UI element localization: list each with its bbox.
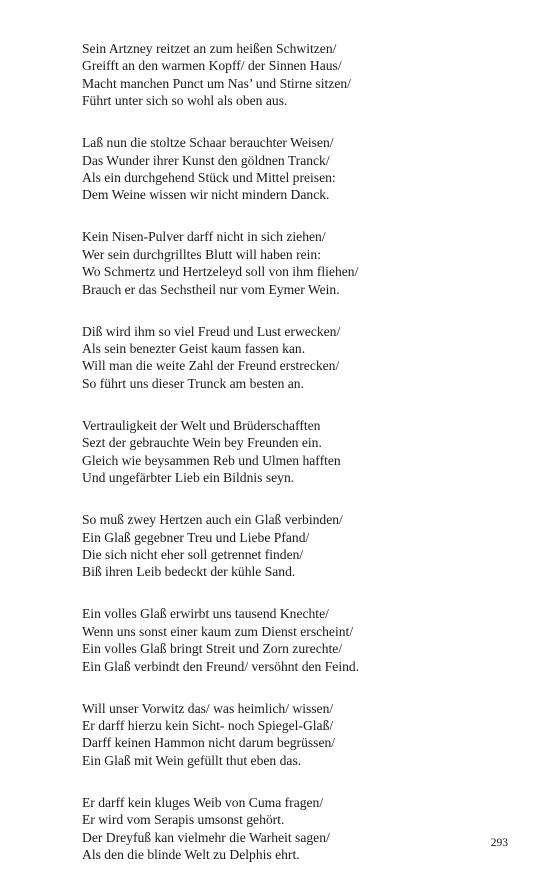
verse-line: Wer sein durchgrilltes Blutt will haben rein: <box>82 246 322 262</box>
verse-line: Er darff hierzu kein Sicht- noch Spiegel-Glaß/ <box>82 717 334 733</box>
verse-line: Greifft an den warmen Kopff/ der Sinnen Haus/ <box>82 58 342 74</box>
verse-line: Sezt der gebrauchte Wein bey Freunden ein. <box>82 435 322 451</box>
verse-line: Kein Nisen-Pulver darff nicht in sich ziehen/ <box>82 229 326 245</box>
stanza <box>82 700 522 770</box>
stanza <box>82 40 522 110</box>
verse-line: Wo Schmertz und Hertzeleyd soll von ihm fliehen/ <box>82 264 359 280</box>
verse-line: Ein Glaß verbindt den Freund/ versöhnt den Feind. <box>82 658 360 674</box>
verse-line: Als sein benezter Geist kaum fassen kan. <box>82 341 306 357</box>
stanza <box>82 605 522 675</box>
verse-line: Als den die blinde Welt zu Delphis ehrt. <box>82 846 300 862</box>
verse-line: Führt unter sich so wohl als oben aus. <box>82 93 288 109</box>
verse-line: Gleich wie beysammen Reb und Ulmen hafften <box>82 452 341 468</box>
verse-line: Biß ihren Leib bedeckt der kühle Sand. <box>82 564 296 580</box>
verse-line: Will unser Vorwitz das/ was heimlich/ wissen/ <box>82 700 334 716</box>
verse-line: Sein Artzney reitzet an zum heißen Schwitzen/ <box>82 41 337 56</box>
verse-line: Das Wunder ihrer Kunst den göldnen Tranck/ <box>82 152 330 168</box>
verse-line: Ein volles Glaß erwirbt uns tausend Knechte/ <box>82 606 329 622</box>
verse-line: Die sich nicht eher soll getrennet finden/ <box>82 546 304 562</box>
verse-line: Als ein durchgehend Stück und Mittel preisen: <box>82 170 336 186</box>
verse-line: Wenn uns sonst einer kaum zum Dienst erscheint/ <box>82 623 354 639</box>
verse-line: Vertrauligkeit der Welt und Brüderschafften <box>82 417 321 433</box>
verse-line: Brauch er das Sechstheil nur vom Eymer Wein. <box>82 281 340 297</box>
verse-line: Er wird vom Serapis umsonst gehört. <box>82 812 285 828</box>
verse-line: Laß nun die stoltze Schaar berauchter Weisen/ <box>82 135 334 151</box>
stanza <box>82 794 522 864</box>
verse-line: Ein Glaß gegebner Treu und Liebe Pfand/ <box>82 529 310 545</box>
page-number: 293 <box>490 837 508 849</box>
stanza <box>82 228 522 298</box>
verse-line: Ein volles Glaß bringt Streit und Zorn zurechte/ <box>82 641 343 657</box>
verse-line: So führt uns dieser Trunck am besten an. <box>82 375 305 391</box>
verse-line: Dem Weine wissen wir nicht mindern Danck. <box>82 187 330 203</box>
verse-line: Ein Glaß mit Wein gefüllt thut eben das. <box>82 752 302 768</box>
verse-line: Diß wird ihm so viel Freud und Lust erwecken/ <box>82 323 341 339</box>
stanza <box>82 417 522 487</box>
verse-line: Und ungefärbter Lieb ein Bildnis seyn. <box>82 470 295 486</box>
verse-line: Er darff kein kluges Weib von Cuma fragen/ <box>82 794 324 810</box>
verse-line: Will man die weite Zahl der Freund erstrecken/ <box>82 358 340 374</box>
stanza <box>82 323 522 393</box>
verse-line: Macht manchen Punct um Nas’ und Stirne sitzen/ <box>82 75 351 91</box>
verse-line: So muß zwey Hertzen auch ein Glaß verbinden/ <box>82 512 343 528</box>
poem-text <box>82 40 522 888</box>
verse-line: Der Dreyfuß kan vielmehr die Warheit sagen/ <box>82 829 330 845</box>
stanza <box>82 134 522 204</box>
stanza <box>82 511 522 581</box>
verse-line: Darff keinen Hammon nicht darum begrüssen/ <box>82 735 336 751</box>
